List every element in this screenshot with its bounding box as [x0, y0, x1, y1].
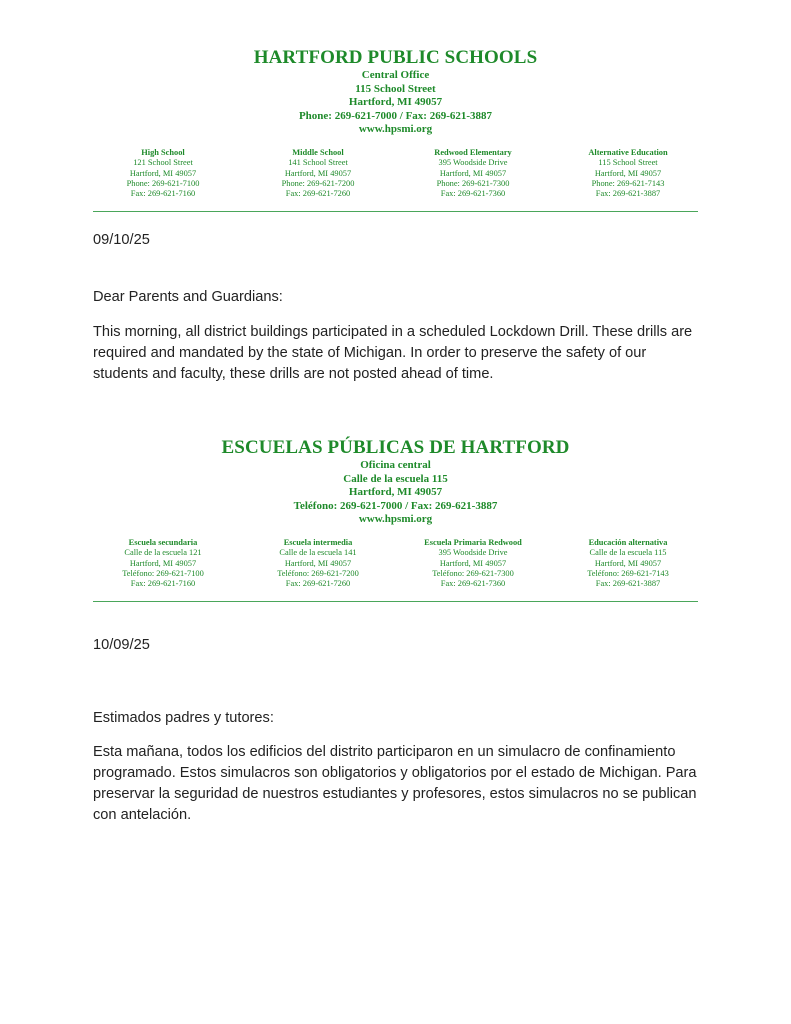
- letter-salutation: Estimados padres y tutores:: [93, 710, 274, 726]
- school-city: Hartford, MI 49057: [439, 168, 507, 178]
- school-street: 121 School Street: [133, 158, 193, 168]
- school-middle: [248, 538, 388, 589]
- school-fax: Fax: 269-621-7360: [440, 579, 506, 589]
- letter-body: Esta mañana, todos los edificios del distrito participaron en un simulacro de confinamiento programado. Estos simulacros son obligatorios y obligatorios por el estado de Michigan. Para preservar la seguridad de nuestros estudiantes y profesores, estos simulacros no se publican con antelación.: [93, 744, 697, 823]
- school-redwood: [403, 538, 543, 589]
- office-phone: Teléfono: 269-621-7000 / Fax: 269-621-3887: [293, 499, 498, 512]
- school-city: Hartford, MI 49057: [284, 558, 352, 568]
- school-street: 141 School Street: [288, 158, 348, 168]
- school-redwood: [403, 148, 543, 199]
- letter-date: 10/09/25: [93, 637, 150, 653]
- letter-salutation: Dear Parents and Guardians:: [93, 289, 283, 305]
- school-name: Alternative Education: [588, 148, 668, 157]
- school-street: Calle de la escuela 115: [589, 548, 667, 558]
- school-high: [93, 148, 233, 199]
- letterhead-divider: [93, 211, 698, 212]
- school-name: Escuela Primaria Redwood: [424, 538, 522, 547]
- english-school-list: [93, 148, 698, 199]
- office-city: Hartford, MI 49057: [348, 96, 443, 108]
- school-fax: Fax: 269-621-3887: [595, 189, 661, 199]
- school-name: Redwood Elementary: [434, 148, 512, 157]
- office-city: Hartford, MI 49057: [348, 486, 443, 498]
- school-city: Hartford, MI 49057: [129, 168, 197, 178]
- school-name: Educación alternativa: [588, 538, 668, 547]
- school-fax: Fax: 269-621-7260: [285, 579, 351, 589]
- school-alternative: [558, 148, 698, 199]
- school-city: Hartford, MI 49057: [439, 558, 507, 568]
- school-phone: Teléfono: 269-621-7300: [432, 568, 514, 578]
- school-street: Calle de la escuela 121: [124, 548, 202, 558]
- school-street: 395 Woodside Drive: [438, 548, 508, 558]
- school-fax: Fax: 269-621-3887: [595, 579, 661, 589]
- school-fax: Fax: 269-621-7260: [285, 189, 351, 199]
- school-street: Calle de la escuela 141: [279, 548, 357, 558]
- school-city: Hartford, MI 49057: [129, 558, 197, 568]
- office-name: Central Office: [361, 69, 430, 81]
- school-high: [93, 538, 233, 589]
- school-fax: Fax: 269-621-7160: [130, 189, 196, 199]
- district-title: ESCUELAS PÚBLICAS DE HARTFORD: [221, 437, 570, 458]
- school-street: 115 School Street: [598, 158, 658, 168]
- school-phone: Phone: 269-621-7200: [281, 178, 355, 188]
- school-phone: Teléfono: 269-621-7143: [587, 568, 669, 578]
- office-name: Oficina central: [360, 459, 431, 471]
- school-city: Hartford, MI 49057: [594, 168, 662, 178]
- spanish-letterhead: [93, 437, 698, 527]
- school-fax: Fax: 269-621-7360: [440, 189, 506, 199]
- school-name: High School: [141, 148, 185, 157]
- school-phone: Teléfono: 269-621-7100: [122, 568, 204, 578]
- letter-date: 09/10/25: [93, 232, 150, 248]
- office-website: www.hpsmi.org: [358, 123, 433, 135]
- school-phone: Phone: 269-621-7300: [436, 178, 510, 188]
- school-name: Escuela secundaria: [128, 538, 198, 547]
- school-phone: Phone: 269-621-7143: [591, 178, 665, 188]
- spanish-school-list: [93, 538, 698, 589]
- letter-body: This morning, all district buildings participated in a scheduled Lockdown Drill. These drills are required and mandated by the state of Michigan. In order to preserve the safety of our students and faculty, these drills are not posted ahead of time.: [93, 324, 693, 382]
- office-website: www.hpsmi.org: [358, 513, 433, 525]
- office-phone: Phone: 269-621-7000 / Fax: 269-621-3887: [298, 109, 493, 122]
- school-name: Middle School: [292, 148, 344, 157]
- english-letterhead: [93, 47, 698, 137]
- district-title: HARTFORD PUBLIC SCHOOLS: [253, 47, 538, 68]
- school-phone: Teléfono: 269-621-7200: [277, 568, 359, 578]
- school-fax: Fax: 269-621-7160: [130, 579, 196, 589]
- school-street: 395 Woodside Drive: [438, 158, 508, 168]
- school-alternative: [558, 538, 698, 589]
- letterhead-divider: [93, 601, 698, 602]
- school-name: Escuela intermedia: [283, 538, 353, 547]
- school-phone: Phone: 269-621-7100: [126, 178, 200, 188]
- school-middle: [248, 148, 388, 199]
- office-street: Calle de la escuela 115: [343, 472, 448, 485]
- office-street: 115 School Street: [355, 82, 436, 95]
- school-city: Hartford, MI 49057: [284, 168, 352, 178]
- school-city: Hartford, MI 49057: [594, 558, 662, 568]
